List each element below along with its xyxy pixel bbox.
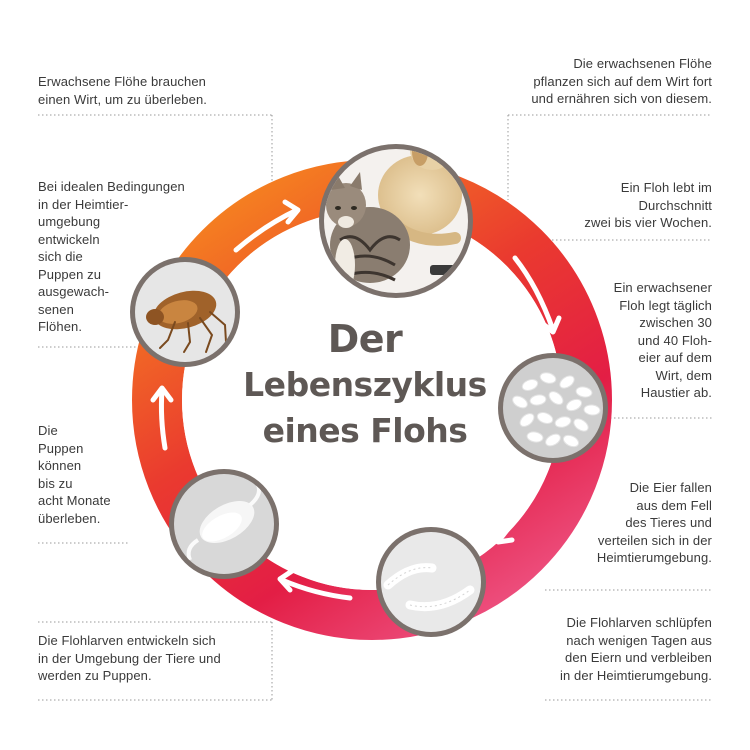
diagram-title bbox=[215, 316, 515, 454]
note-larvae-pupate: Die Flohlarven entwickeln sich in der Umgebung der Tiere und werden zu Puppen. bbox=[38, 633, 221, 683]
note-reproduce: Die erwachsenen Flöhe pflanzen sich auf dem Wirt fort und ernähren sich von diesem. bbox=[531, 56, 712, 106]
note-eggs-fall: Die Eier fallen aus dem Fell des Tieres und verteilen sich in der Heimtierumgebung. bbox=[596, 480, 712, 565]
note-eggs-laid: Ein erwachsener Floh legt täglich zwischen 30 und 40 Floh- eier auf dem Wirt, dem Haustier ab. bbox=[613, 280, 712, 400]
title-line-1: Der bbox=[327, 317, 403, 361]
note-pupae-develop: Bei idealen Bedingungen in der Heimtier- umgebung entwickeln sich die Puppen zu ausgewach- senen Flöhen. bbox=[38, 179, 185, 334]
note-larvae-hatch: Die Flohlarven schlüpfen nach wenigen Tagen aus den Eiern und verbleiben in der Heimtierumgebung. bbox=[560, 615, 712, 683]
title-line-3: eines Flohs bbox=[262, 411, 468, 450]
title-line-2: Lebenszyklus bbox=[243, 365, 487, 404]
note-lifespan: Ein Floh lebt im Durchschnitt zwei bis vier Wochen. bbox=[584, 180, 712, 230]
note-pupae-survive: Die Puppen können bis zu acht Monate überleben. bbox=[38, 423, 111, 526]
note-host-needed: Erwachsene Flöhe brauchen einen Wirt, um zu überleben. bbox=[38, 74, 207, 107]
